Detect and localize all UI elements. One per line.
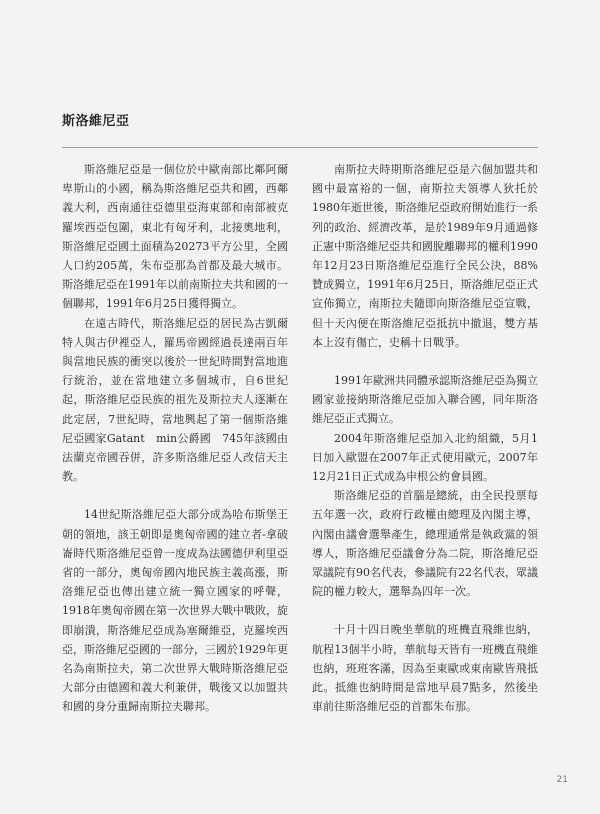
paragraph: 2004年斯洛維尼亞加入北約組織，5月1日加入歐盟在2007年正式使用歐元，2007年12月21日正式成為申根公約會員國。 [312, 431, 538, 484]
paragraph: 14世紀斯洛維尼亞大部分成為哈布斯堡王朝的領地，該王朝即是奧匈帝國的建立者-拿破崙時代斯洛維尼亞曾一度成為法國德伊利里亞省的一部分，奧匈帝國內地民族主義高漲，斯洛維尼亞也傳出建立統一獨立國家的呼聲，1918年奧匈帝國在第一次世界大戰中戰敗，旋即崩潰，斯洛維尼亞成為塞爾維亞，克羅埃西亞，斯洛維尼亞國的一部分，三國於1929年更名為南斯拉夫，第二次世界大戰時斯洛維尼亞大部分由德國和義大利兼併，戰後又以加盟共和國的身分重歸南斯拉夫聯邦。 [62, 508, 288, 714]
paragraph: 1991年歐洲共同體承認斯洛維尼亞為獨立國家並接納斯洛維尼亞加入聯合國，同年斯洛維尼亞正式獨立。 [312, 374, 538, 426]
page-title: 斯洛維尼亞 [62, 114, 130, 129]
title-divider [62, 147, 538, 148]
paragraph: 斯洛維尼亞的首腦是總統，由全民投票每五年選一次，政府行政權由總理及內閣主導，內閣由議會選舉產生，總理通常是執政黨的領導人，斯洛維尼亞議會分為二院，斯洛維尼亞眾議院有90名代表，參議院有22名代表，眾議院的權力較大，選舉為四年一次。 [312, 489, 538, 599]
paragraph: 在遠古時代，斯洛維尼亞的居民為古凱爾特人與古伊裡亞人，羅馬帝國經過長達兩百年與當地民族的衝突以後於一世紀時間對當地進行統治，並在當地建立多個城市，自6世紀起，斯洛維尼亞民族的祖先及斯拉夫人逐漸在此定居，7世紀時，當地興起了第一個斯洛維尼亞國家Gatant min公爵國 745年該國由法蘭克帝國吞併，許多斯洛維尼亞人改信天主教。 [62, 316, 288, 484]
paragraph: 十月十四日晚坐華航的班機直飛維也納，航程13個半小時，華航每天皆有一班機直飛維也納，班班客滿，因為至東歐或東南歐皆飛抵此。抵維也納時間是當地早晨7點多，然後坐車前往斯洛維尼亞的首都朱布那。 [312, 623, 538, 714]
left-column [62, 160, 288, 717]
right-column [312, 160, 538, 716]
paragraph: 斯洛維尼亞是一個位於中歐南部比鄰阿爾卑斯山的小國，稱為斯洛維尼亞共和國，西鄰義大利，西南通往亞德里亞海東部和南部被克羅埃西亞包圍，東北有匈牙利，北接奧地利，斯洛維尼亞國土面積為20273平方公里，全國人口約205萬，朱布亞那為首都及最大城市。斯洛維尼亞在1991年以前南斯拉夫共和國的一個聯邦，1991年6月25日獲得獨立。 [62, 163, 288, 311]
paragraph: 南斯拉夫時期斯洛維尼亞是六個加盟共和國中最富裕的一個，南斯拉夫領導人狄托於1980年逝世後，斯洛維尼亞政府開始進行一系列的政治、經濟改革，是於1989年9月通過修正憲中斯洛維尼亞共和國脫離聯邦的權利1990年12月23日斯洛維尼亞進行全民公決，88%贊成獨立，1991年6月25日，斯洛維尼亞正式宣佈獨立，南斯拉夫隨即向斯洛維尼亞宣戰，但十天內便在斯洛維尼亞抵抗中撤退，雙方基本上沒有傷亡，史稱十日戰爭。 [312, 163, 538, 349]
page-number: 21 [556, 775, 568, 785]
